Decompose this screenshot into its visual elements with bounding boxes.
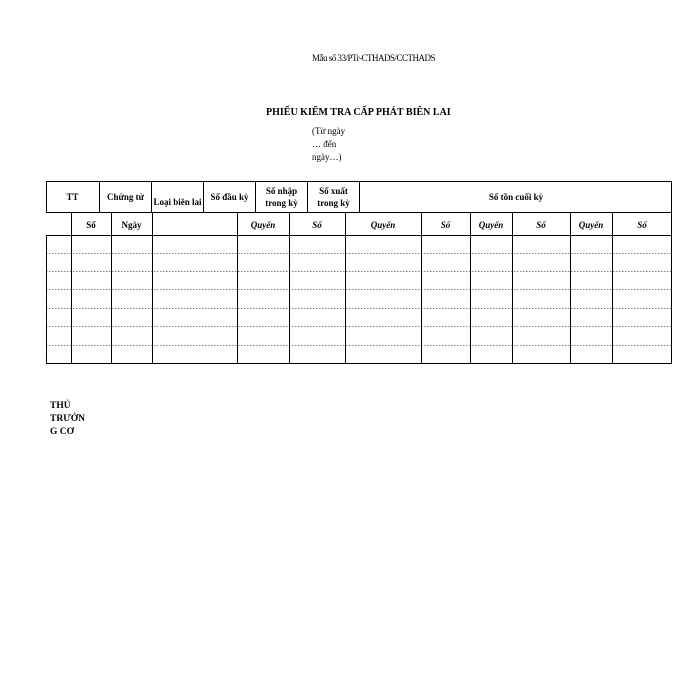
signature-block xyxy=(50,400,110,439)
subheader-so: Số xyxy=(86,220,96,230)
subheader-quyen: Quyển xyxy=(478,220,504,230)
signature-line: THỦ xyxy=(50,401,71,411)
header-so-xuat: Số xuất trong kỳ xyxy=(307,181,359,213)
header-so-dau-ky: Số đầu kỳ xyxy=(203,181,255,213)
subheader-so: Số xyxy=(536,220,546,230)
table-grid xyxy=(46,213,674,365)
subheader-quyen: Quyển xyxy=(250,220,276,230)
header-chung-tu: Chứng từ xyxy=(99,181,151,213)
header-so-ton-cuoi-ky: Số tồn cuối kỳ xyxy=(359,181,672,213)
subheader-quyen: Quyển xyxy=(578,220,604,230)
subheader-ngay: Ngày xyxy=(121,220,142,230)
subheader-so: Số xyxy=(440,220,451,230)
signature-line: G CƠ xyxy=(50,427,75,437)
signature-line: TRƯỞN xyxy=(50,414,86,424)
form-code: Mẫu số 33/PTr-CTHADS/CCTHADS xyxy=(312,53,436,63)
table-header-row-1 xyxy=(46,181,672,213)
page-title: PHIẾU KIỂM TRA CẤP PHÁT BIÊN LAI xyxy=(266,107,451,118)
period-range xyxy=(312,125,372,164)
period-line: ngày…) xyxy=(312,152,342,162)
header-so-nhap: Số nhập trong kỳ xyxy=(255,181,307,213)
subheader-so: Số xyxy=(637,220,647,230)
header-tt: TT xyxy=(66,192,79,202)
period-line: … đến xyxy=(312,139,337,149)
header-loai-bien-lai: Loại biên lai xyxy=(151,181,203,213)
subheader-so: Số xyxy=(312,220,322,230)
subheader-quyen: Quyển xyxy=(370,220,396,230)
period-line: (Từ ngày xyxy=(312,126,346,136)
